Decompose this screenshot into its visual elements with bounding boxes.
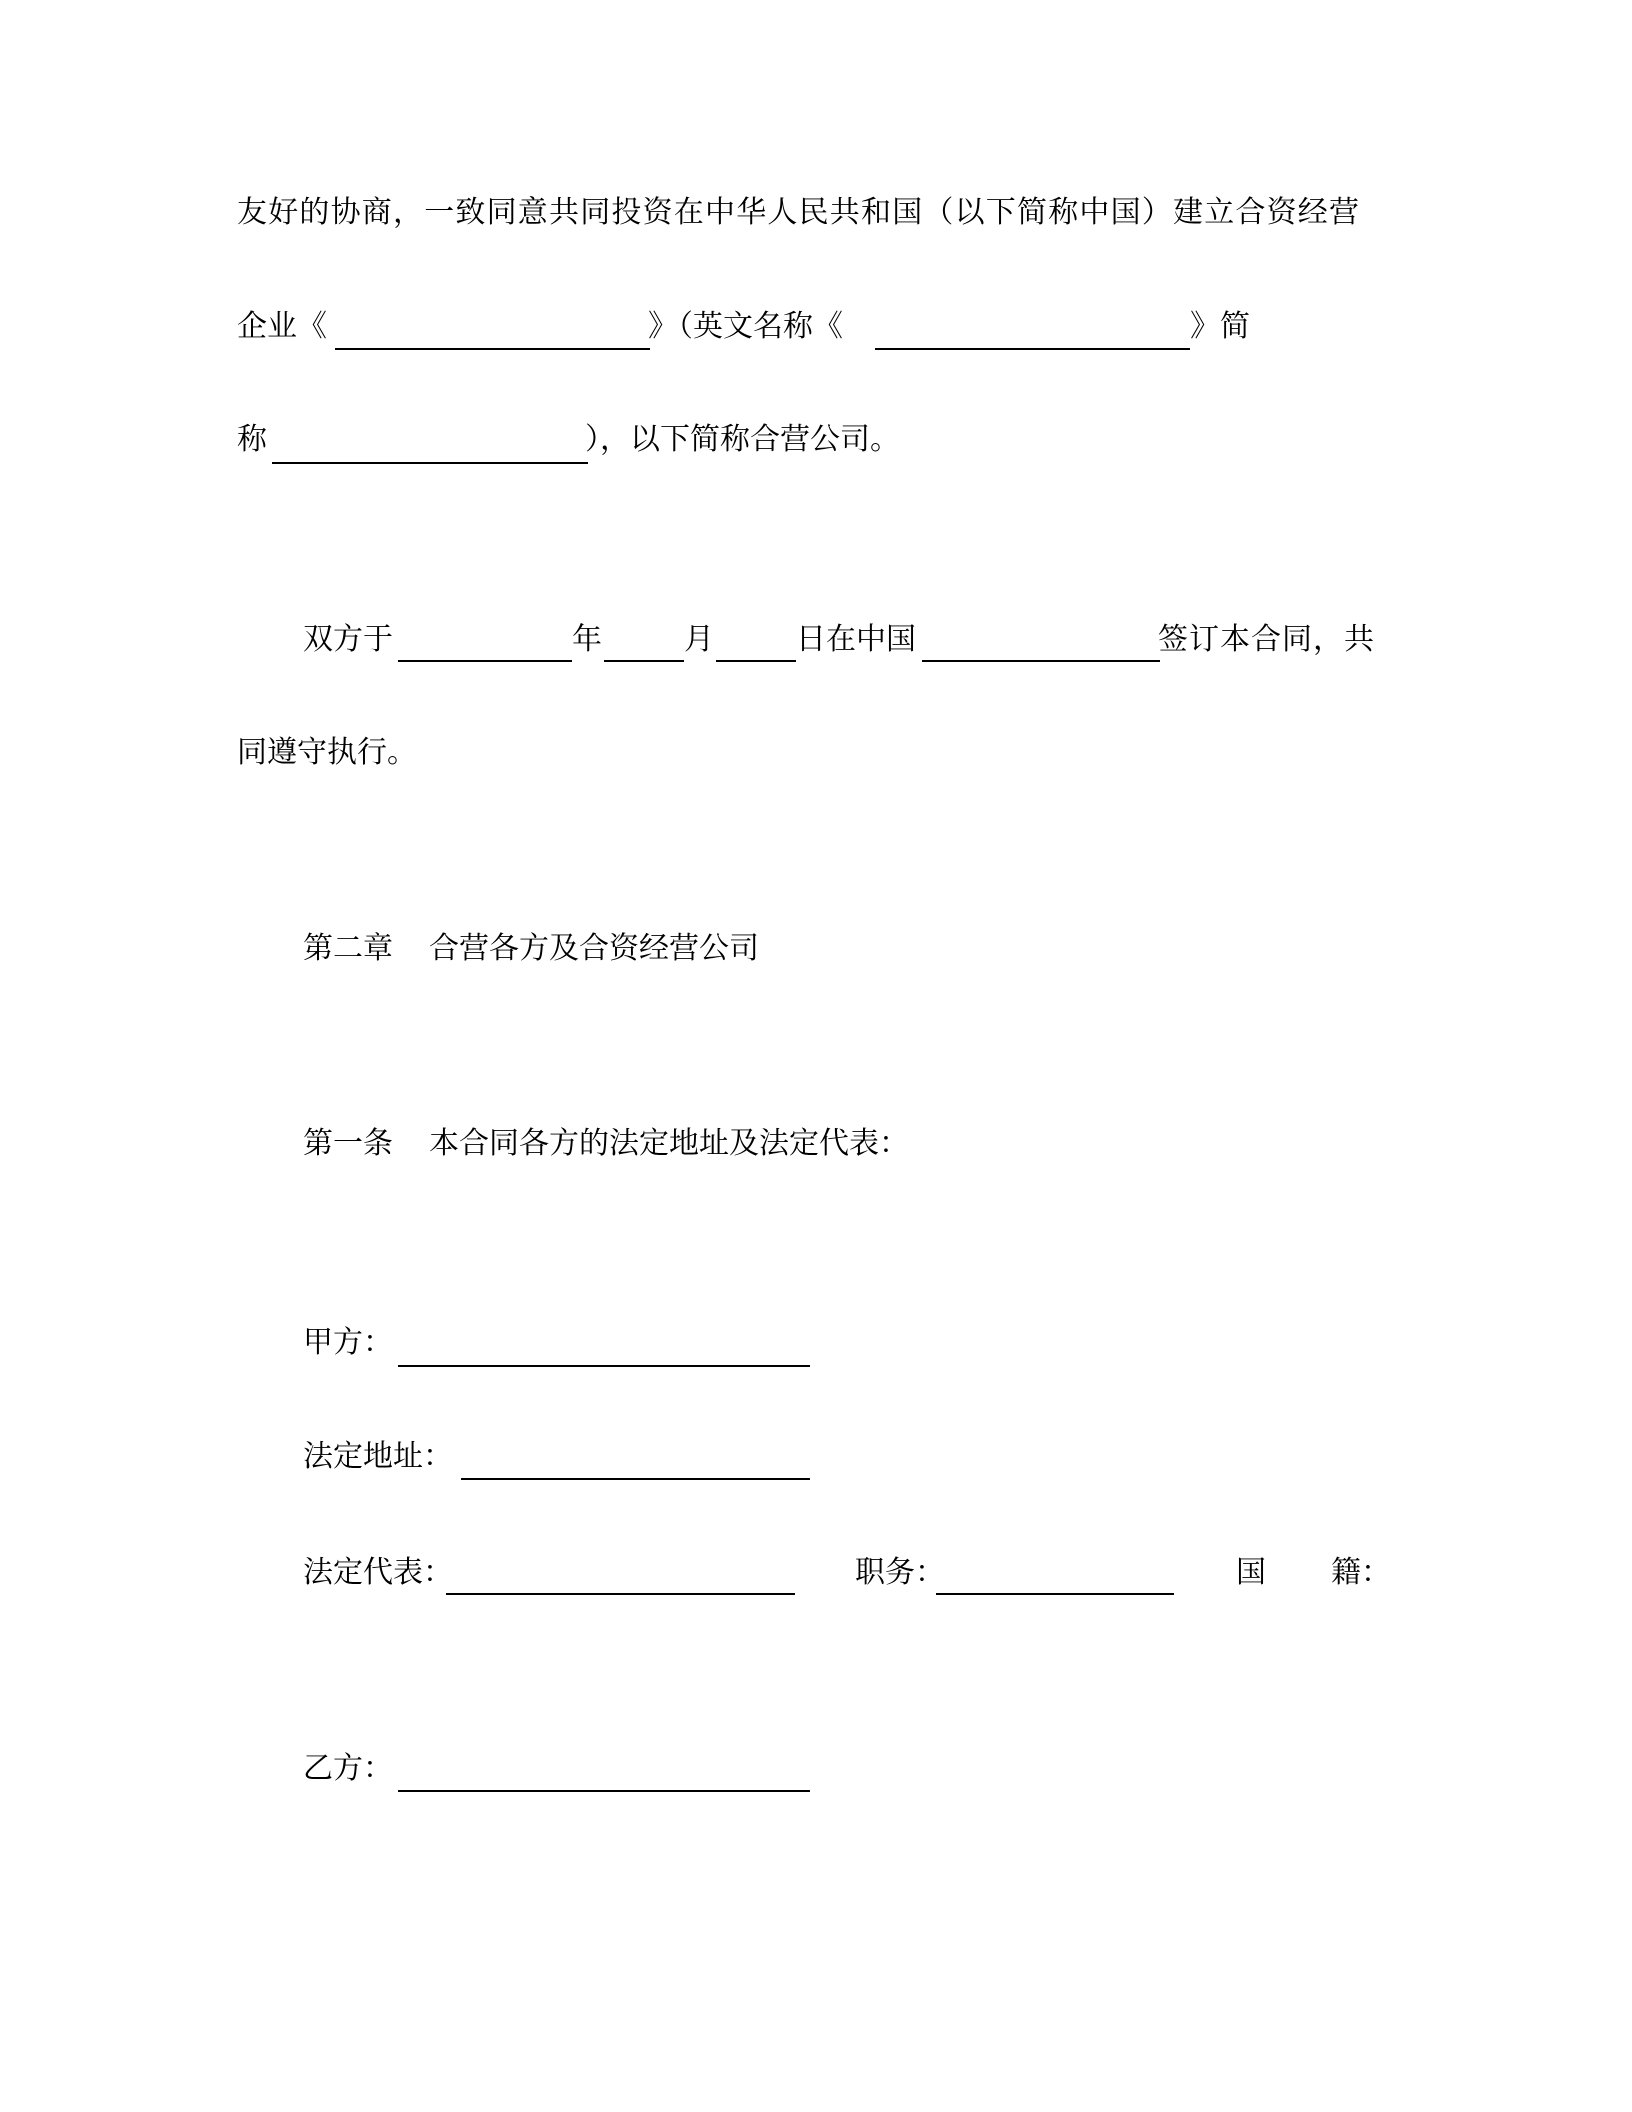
paragraph-text: 企业《 — [237, 309, 327, 344]
english-name-field[interactable] — [875, 348, 1190, 350]
paragraph-text: 》（英文名称《 — [648, 309, 843, 344]
signing-place-field[interactable] — [922, 660, 1160, 662]
party-b-label: 乙方： — [303, 1751, 393, 1786]
paragraph-text: 》简 — [1190, 309, 1250, 344]
legal-address-label: 法定地址： — [303, 1439, 453, 1474]
paragraph-text: 月 — [684, 622, 714, 657]
position-label: 职务： — [855, 1555, 945, 1590]
party-b-field[interactable] — [398, 1790, 810, 1792]
party-a-label: 甲方： — [303, 1325, 393, 1360]
paragraph-text: ），以下简称合营公司。 — [585, 422, 900, 457]
position-field[interactable] — [936, 1593, 1174, 1595]
paragraph-text: 同遵守执行。 — [237, 735, 417, 770]
paragraph-text: 签订本合同，共 — [1158, 622, 1375, 657]
article-title: 本合同各方的法定地址及法定代表： — [429, 1126, 909, 1161]
legal-representative-label: 法定代表： — [303, 1555, 453, 1590]
party-a-field[interactable] — [398, 1365, 810, 1367]
chapter-title: 合营各方及合资经营公司 — [429, 931, 759, 966]
day-field[interactable] — [716, 660, 796, 662]
short-name-field[interactable] — [272, 462, 588, 464]
month-field[interactable] — [604, 660, 684, 662]
paragraph-text: 称 — [237, 422, 267, 457]
legal-representative-field[interactable] — [446, 1593, 795, 1595]
year-field[interactable] — [398, 660, 572, 662]
paragraph-line: 友好的协商，一致同意共同投资在中华人民共和国（以下简称中国）建立合资经营 — [237, 195, 1361, 230]
chapter-number: 第二章 — [303, 931, 393, 966]
nationality-label: 国 — [1236, 1555, 1266, 1590]
paragraph-text: 年 — [572, 622, 602, 657]
paragraph-text: 双方于 — [303, 622, 393, 657]
paragraph-text: 日在中国 — [796, 622, 916, 657]
article-number: 第一条 — [303, 1126, 393, 1161]
nationality-label: 籍： — [1331, 1555, 1391, 1590]
legal-address-field[interactable] — [461, 1478, 810, 1480]
company-name-field[interactable] — [335, 348, 650, 350]
